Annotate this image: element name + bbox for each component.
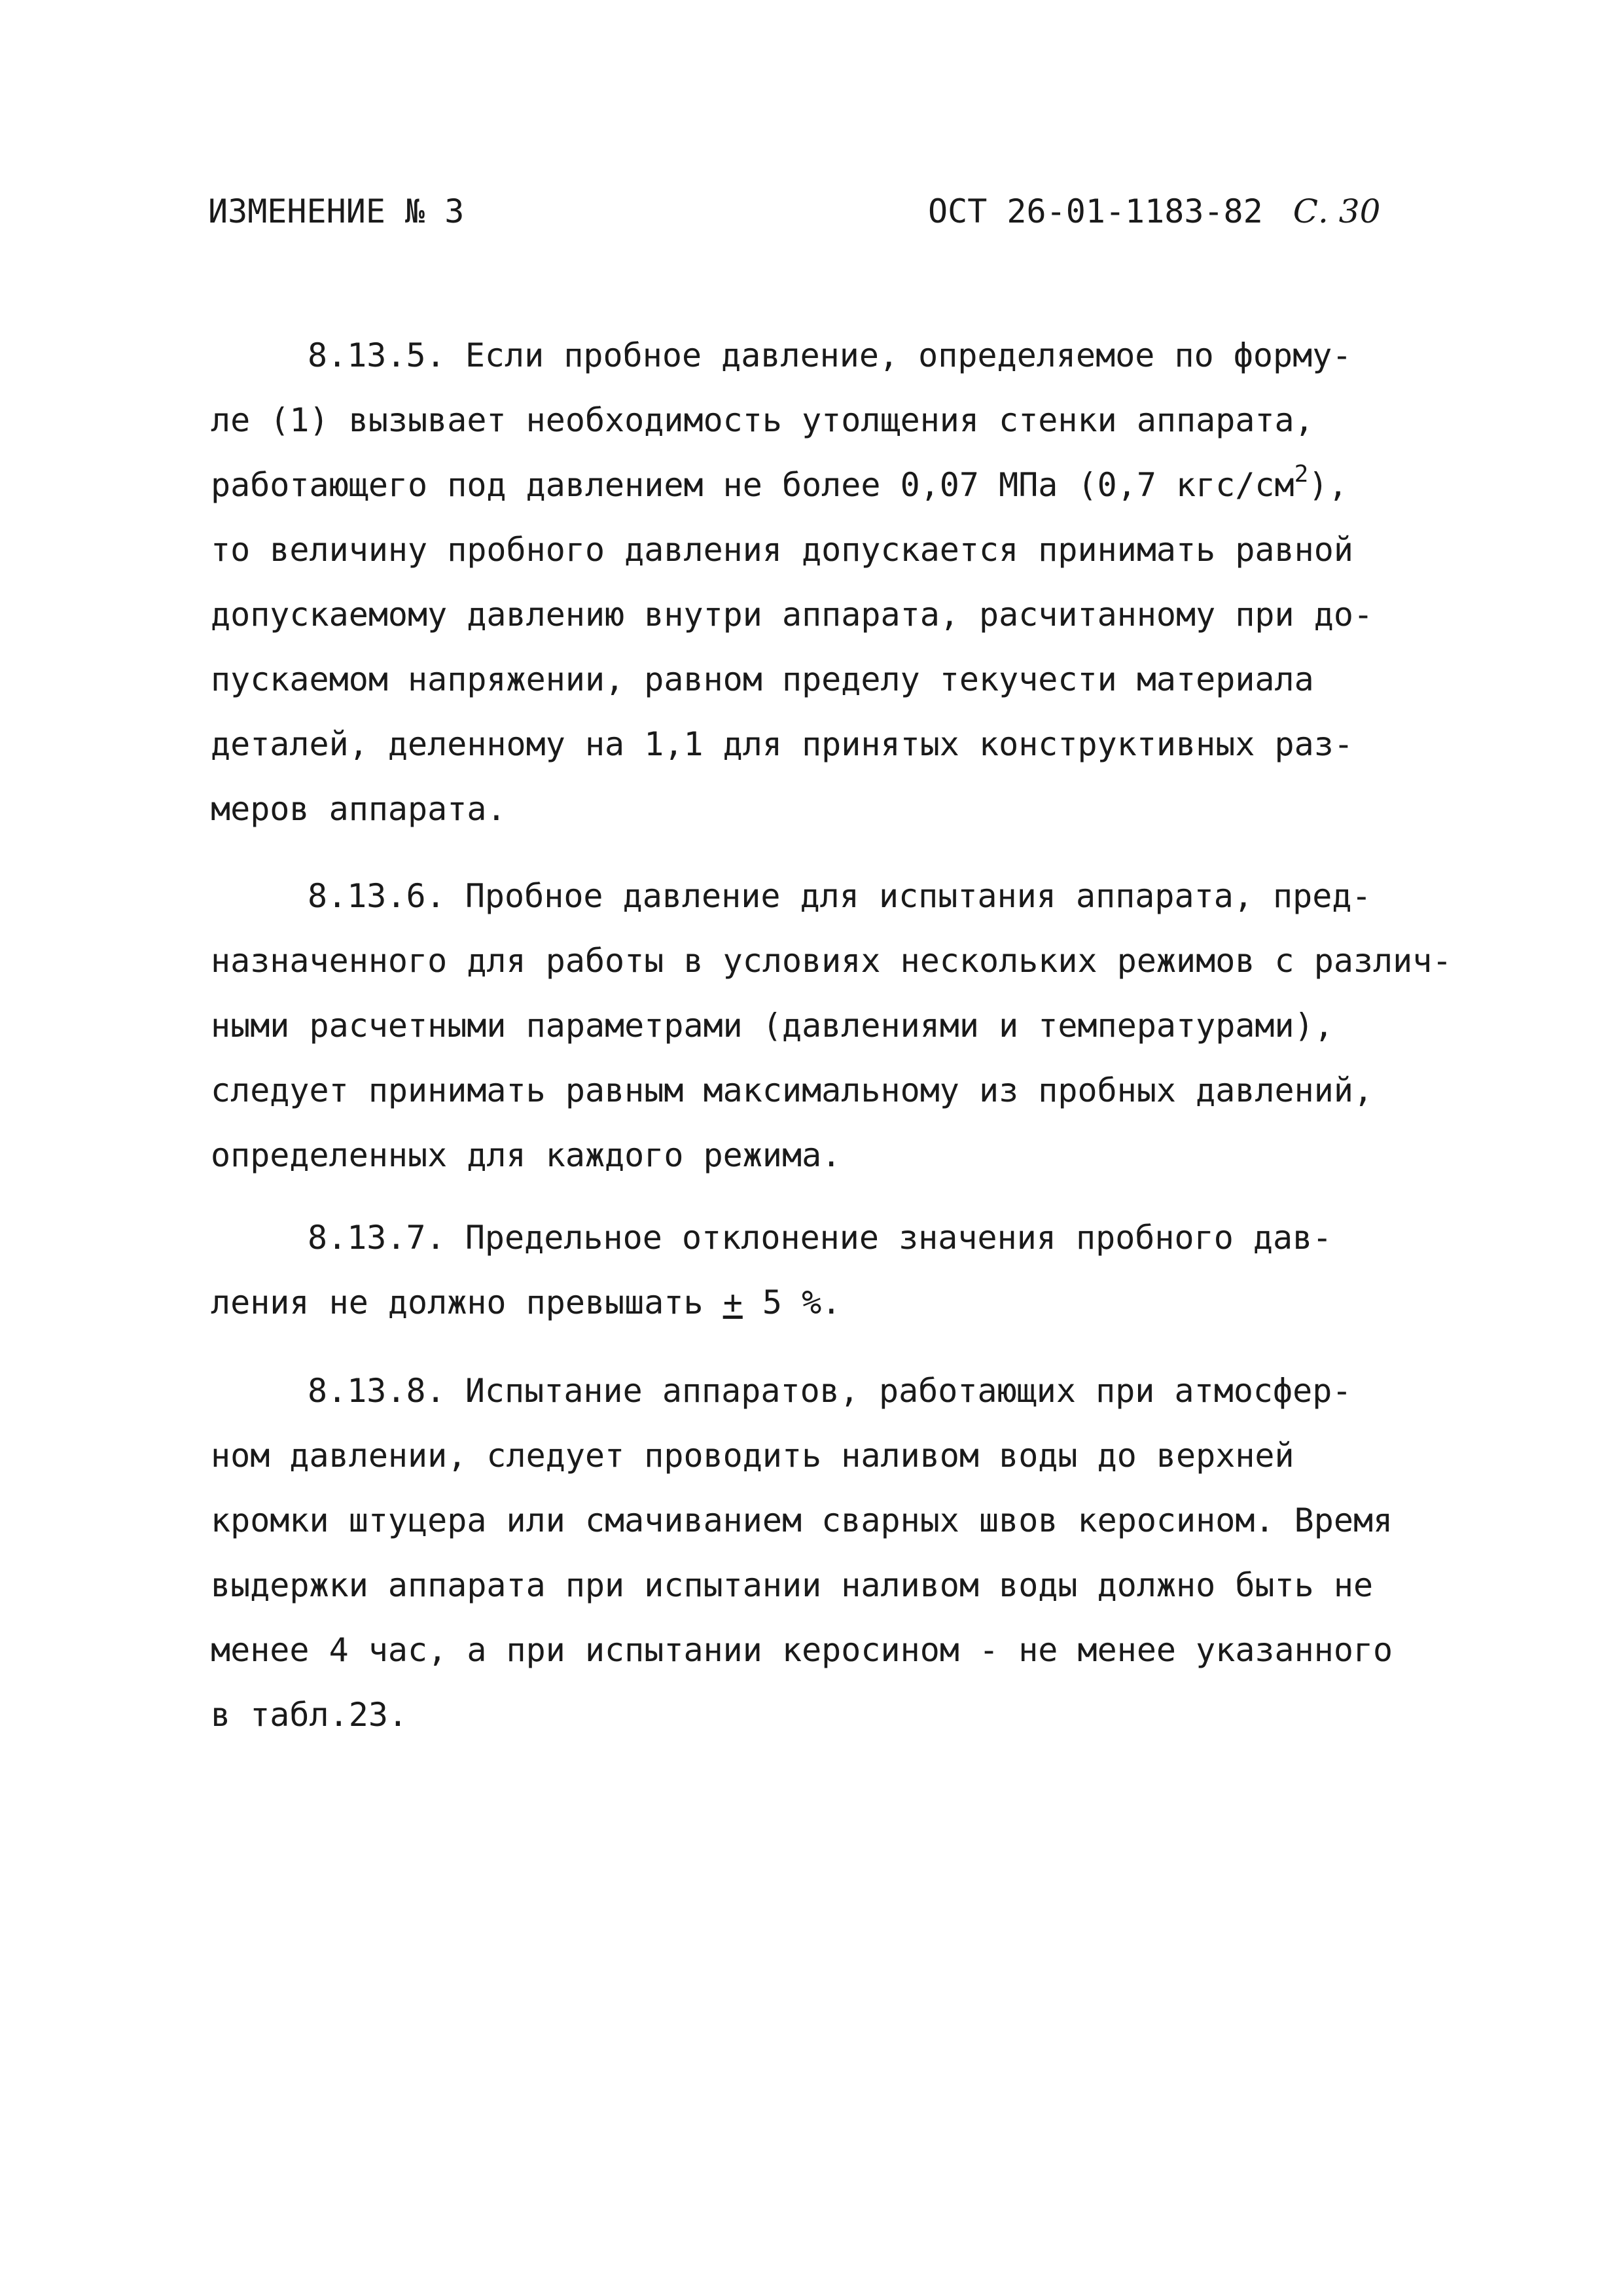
text-line: менее 4 час, а при испытании керосином - не менее указанного: [211, 1631, 1393, 1669]
text-line: назначенного для работы в условиях нескольких режимов с различ-: [211, 942, 1452, 980]
text-line: следует принимать равным максимальному из пробных давлений,: [211, 1071, 1374, 1109]
text-line: в табл.23.: [211, 1696, 408, 1734]
text-line: [211, 461, 1348, 504]
plus-minus-sign: +: [722, 1283, 743, 1321]
text-line-main: работающего под давлением не более 0,07 МПа (0,7 кгс/см: [211, 466, 1294, 504]
text-line: ными расчетными параметрами (давлениями и температурами),: [211, 1007, 1334, 1045]
text-line: 8.13.5. Если пробное давление, определяемое по форму-: [308, 336, 1352, 374]
text-line: пускаемом напряжении, равном пределу текучести материала: [211, 660, 1314, 698]
text-line-tail: ),: [1308, 466, 1348, 504]
standard-code: ОСТ 26-01-1183-82: [928, 192, 1263, 230]
page-number: С. 30: [1293, 192, 1381, 230]
tolerance-value: 5 %.: [762, 1283, 842, 1321]
text-line: ном давлении, следует проводить наливом воды до верхней: [211, 1437, 1294, 1475]
text-line: 8.13.8. Испытание аппаратов, работающих при атмосфер-: [308, 1372, 1352, 1410]
standard-header: [928, 192, 1381, 230]
text-line: деталей, деленному на 1,1 для принятых конструктивных раз-: [211, 725, 1353, 763]
change-number-heading: ИЗМЕНЕНИЕ № 3: [208, 192, 465, 230]
text-line: [211, 1283, 842, 1321]
text-line: определенных для каждого режима.: [211, 1136, 842, 1174]
superscript: 2: [1294, 461, 1309, 488]
text-line: меров аппарата.: [211, 790, 507, 828]
text-line: допускаемому давлению внутри аппарата, расчитанному при до-: [211, 596, 1374, 634]
text-line: кромки штуцера или смачиванием сварных швов керосином. Время: [211, 1501, 1393, 1539]
text-line: ле (1) вызывает необходимость утолщения стенки аппарата,: [211, 401, 1314, 439]
text-line: выдержки аппарата при испытании наливом воды должно быть не: [211, 1566, 1374, 1604]
text-line: то величину пробного давления допускается принимать равной: [211, 531, 1353, 569]
text-line: 8.13.7. Предельное отклонение значения пробного дав-: [308, 1219, 1332, 1257]
text-line-main: ления не должно превышать: [211, 1283, 704, 1321]
text-line: 8.13.6. Пробное давление для испытания аппарата, пред-: [308, 877, 1372, 915]
